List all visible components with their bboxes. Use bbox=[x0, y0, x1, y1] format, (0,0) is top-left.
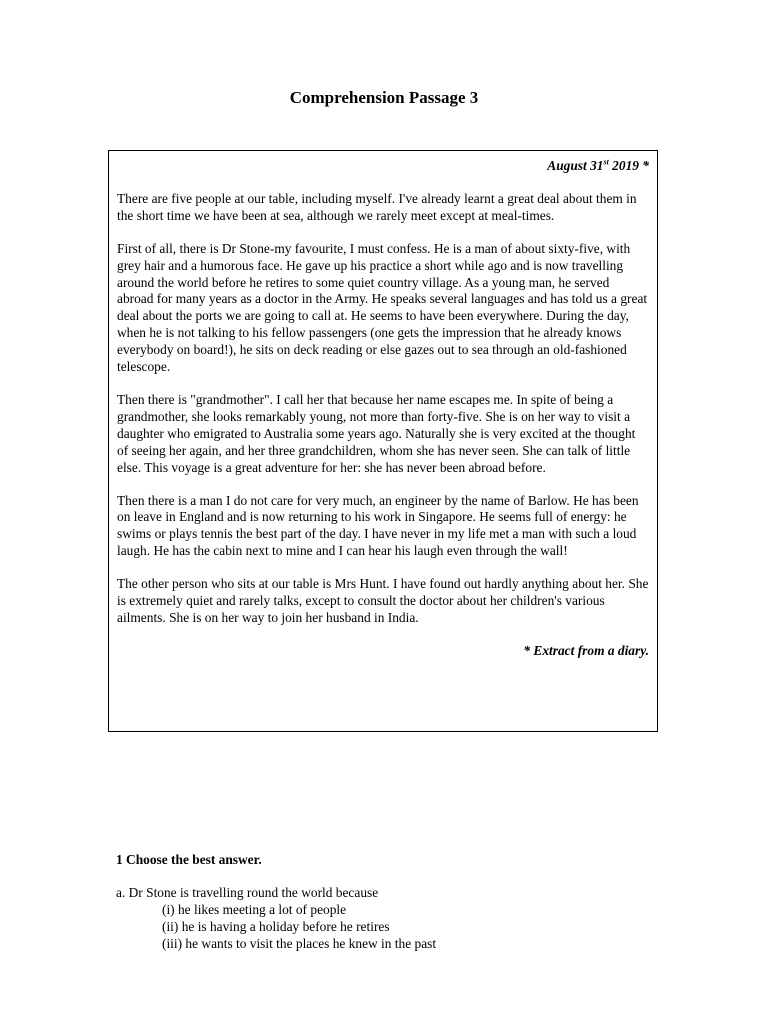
passage-paragraph-barlow: Then there is a man I do not care for very much, an engineer by the name of Barlow. He has been on leave in England and is now returning to his work in Singapore. He seems full of energy: he swims or plays tennis the best part of the day. I have never in my life met a man with such a loud laugh. He has the cabin next to mine and I can hear his laugh even through the wall! bbox=[117, 492, 639, 559]
passage-paragraph-grandmother: Then there is "grandmother". I call her that because her name escapes me. In spite of being a grandmother, she looks remarkably young, not more than forty-five. She is on her way to visit a daughter who emigrated to Australia some years ago. Naturally she is very excited at the thought of seeing her again, and her three grandchildren, whom she has never seen. She can talk of little else. This voyage is a great adventure for her: she has never been abroad before. bbox=[117, 391, 636, 475]
passage-paragraph-mrs-hunt: The other person who sits at our table is Mrs Hunt. I have found out hardly anything about her. She is extremely quiet and rarely talks, except to consult the doctor about her children's various ailments. She is on her way to join her husband in India. bbox=[117, 576, 649, 625]
question-item bbox=[116, 885, 676, 953]
question-option: (ii) he is having a holiday before he retires bbox=[162, 918, 390, 934]
question-stem: a. Dr Stone is travelling round the world because bbox=[116, 884, 379, 900]
questions-section bbox=[116, 852, 676, 953]
passage-box bbox=[108, 150, 658, 732]
questions-heading: 1 Choose the best answer. bbox=[116, 852, 262, 867]
date-text: August 31 bbox=[547, 158, 604, 173]
date-year: 2019 * bbox=[608, 158, 649, 173]
question-options bbox=[116, 902, 676, 953]
date-superscript: st bbox=[603, 157, 609, 167]
passage-paragraph-dr-stone: First of all, there is Dr Stone-my favourite, I must confess. He is a man of about sixty-five, with grey hair and a humorous face. He gave up his practice a short while ago and is now travelling around the world before he retires to some quiet country village. As a young man, he served abroad for many years as a doctor in the Army. He speaks several languages and has told us a great deal about the ports we are going to call at. He seems to have been everywhere. During the day, when he is not talking to his fellow passengers (one gets the impression that he already knows everybody on board!), he sits on deck reading or else gazes out to sea through an old-fashioned telescope. bbox=[117, 240, 648, 375]
passage-paragraph-intro: There are five people at our table, including myself. I've already learnt a great deal about them in the short time we have been at sea, although we rarely meet except at meal-times. bbox=[117, 190, 637, 223]
diary-date bbox=[117, 158, 649, 175]
question-option: (iii) he wants to visit the places he knew in the past bbox=[162, 935, 437, 951]
page-title: Comprehension Passage 3 bbox=[289, 88, 479, 107]
question-option: (i) he likes meeting a lot of people bbox=[162, 901, 347, 917]
passage-source-note: * Extract from a diary. bbox=[523, 642, 649, 658]
